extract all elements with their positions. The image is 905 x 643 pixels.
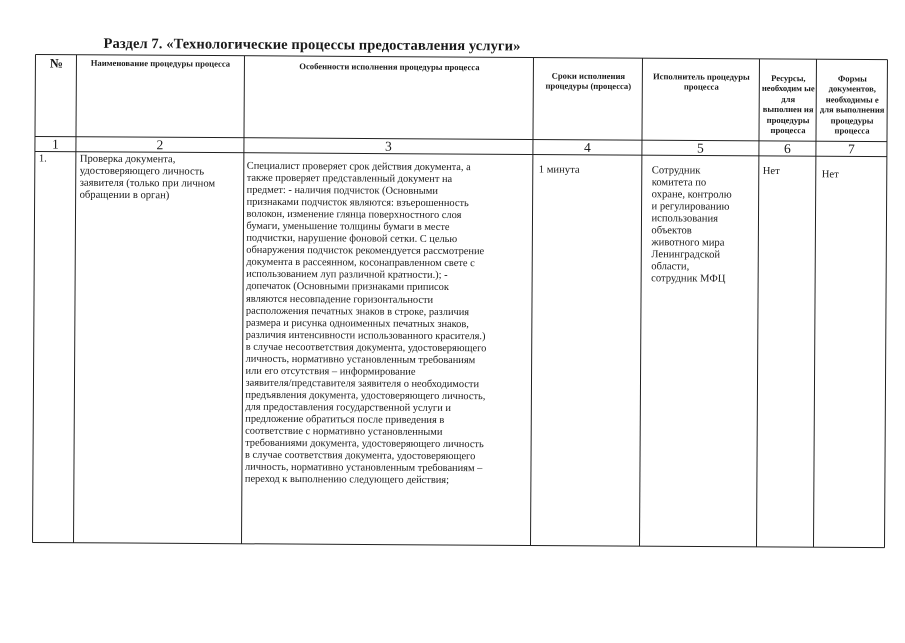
header-number: № — [49, 55, 64, 71]
forms-cell: Нет — [821, 169, 839, 181]
procedure-name-cell: Проверка документа, удостоверяющего личность заявителя (только при личном обращении в орган) — [79, 153, 216, 202]
col-number-6: 6 — [784, 141, 791, 157]
row-number: 1. — [38, 153, 47, 165]
col-number-7: 7 — [848, 141, 855, 157]
col-number-5: 5 — [697, 140, 704, 156]
col-number-2: 2 — [156, 137, 164, 153]
col-number-1: 1 — [52, 136, 59, 152]
section-title: Раздел 7. «Технологические процессы предоставления услуги» — [103, 35, 521, 55]
executor-cell: Сотрудник комитета по охране, контролю и регулированию использования объектов животного мира Ленинградской области, сотрудник МФЦ — [651, 165, 732, 286]
header-executor: Исполнитель процедуры процесса — [652, 71, 750, 93]
header-terms: Сроки исполнения процедуры (процесса) — [545, 70, 632, 92]
col-number-3: 3 — [385, 138, 392, 154]
header-procedure-name: Наименование процедуры процесса — [90, 57, 231, 69]
features-cell: Специалист проверяет срок действия документа, а также проверяет представленный документ на предмет: - наличия подчисток (Основными признаками подчисток являются: взъерошенность волокон, изменение глянца поверхностного слоя бумаги, уменьшение толщины бумаги в месте подчистки, нарушение фоновой сетки. С целью обнаружения подчисток рекомендуется рассмотрение документа в рассеянном, косонаправленном свете с использованием луп различной кратности.); - допечаток (Основными признаками приписок являются несовпадение горизонтальности расположения печатных знаков в строке, различия размера и рисунка одноименных печатных знаков, различия интенсивности использованного красителя.) в случае несоответствия документа, удостоверяющего личность, нормативно установленным требованиям или его отсутствия – информирование заявителя/представителя заявителя о необходимости предъявления документа, удостоверяющего личность, для предоставления государственной услуги и предложение обратиться после приведения в соответствие с нормативно установленными требованиями документа, удостоверяющего личность в случае соответствия документа, удостоверяющего личность, нормативно установленным требованиям – переход к выполнению следующего действия; — [244, 160, 487, 487]
header-features: Особенности исполнения процедуры процесса — [299, 61, 480, 73]
col-number-4: 4 — [584, 139, 591, 155]
header-forms: Формы документов, необходимы е для выполнения процедуры процесса — [819, 73, 885, 136]
header-resources: Ресурсы, необходим ые для выполнен ия процедуры процесса — [761, 72, 815, 136]
resources-cell: Нет — [762, 165, 780, 178]
term-cell: 1 минута — [538, 164, 580, 176]
